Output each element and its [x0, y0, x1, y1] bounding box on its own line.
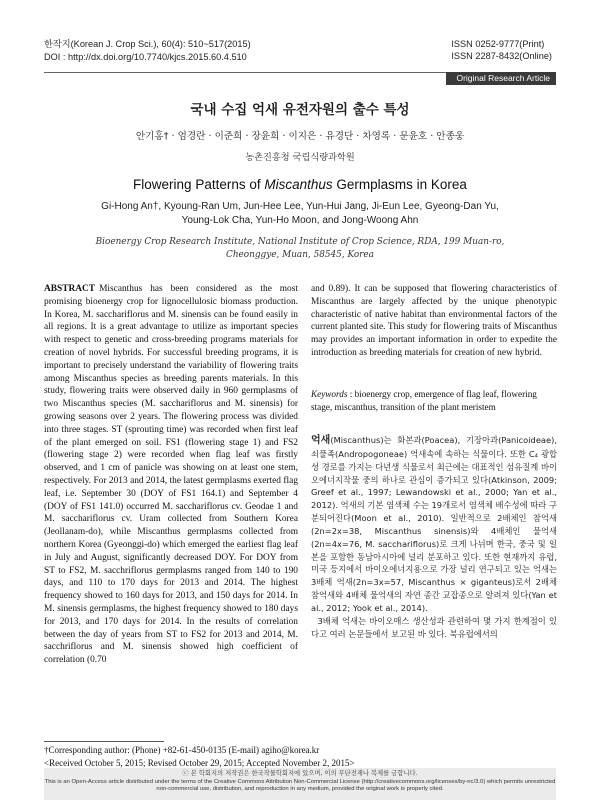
abstract-label: ABSTRACT: [44, 284, 96, 294]
issn-block: [451, 38, 552, 62]
issn-print: ISSN 0252-9777(Print): [451, 39, 545, 49]
english-title-part1: Flowering Patterns of: [133, 177, 265, 192]
license-bar: [44, 768, 556, 800]
english-title-italic: Miscanthus: [264, 177, 333, 192]
license-notice: This is an Open-Access article distributed under the terms of the Creative Commons Attribution Non-Commercial License (http://creativecommons.org/licenses/by-nc/3.0) which permits unrestricted non-commercial use, distribution, and reproduction in any medium, provided the original work is properly cited.: [44, 779, 556, 793]
journal-citation: 한작지(Korean J. Crop Sci.), 60(4): 510~517(2015): [44, 39, 251, 49]
intro-text: (Miscanthus)는 화본과(Poacea), 기장아과(Panicoideae), 쇠풀족(Andropogoneae) 억새속에 속하는 식물이다. 또한 C₄ 광합성 경로를 가지는 다년생 식물로서 최근에는 대표적인 섬유질계 바이오에너지작물 중의 하나로 관심이 증가되고 있다(Atkinson, 2009; Greef et al., 1997; Lewandowski et al., 2000; Yan et al., 2012). 억새의 기본 염색체 수는 19개로서 염색체 배수성에 따라 구분되어진다(Moon et al., 2010). 일반적으로 2배체인 참억새(2n=2x=38, Miscanthus sinensis)와 4배체인 물억새(2n=4x=76, M. sacchariflorus)로 크게 나뉘며 한국, 중국 및 일본을 포함한 동남아시아에 널리 분포하고 있다. 또한 현재까지 유럽, 미국 등지에서 바이오에너지용으로 가장 널리 연구되고 있는 억새는 3배체 억새(2n=3x=57, Miscanthus × giganteus)로서 2배체 참억새와 4배체 물억새의 자연 종간 교잡종으로 알려져 있다(Yan et al., 2012; Yook et al., 2014).: [311, 435, 557, 613]
received-dates: <Received October 5, 2015; Revised October 29, 2015; Accepted November 2, 2015>: [44, 758, 355, 768]
footnote: [44, 744, 564, 770]
copyright-notice: ⓒ 본 학회지의 저작권은 한국작물학회지에 있으며, 이의 무단전재나 복제를 금합니다.: [182, 770, 418, 777]
korean-introduction: [311, 434, 557, 641]
english-authors-line1: Gi-Hong An†, Kyoung-Ran Um, Jun-Hee Lee, Yun-Hui Jang, Ji-Eun Lee, Gyeong-Dan Yu,: [101, 201, 499, 212]
english-affiliation-line2: Cheonggye, Muan, 58545, Korea: [226, 249, 374, 260]
corresponding-author: †Corresponding author: (Phone) +82-61-450-0135 (E-mail) agiho@korea.kr: [44, 745, 320, 755]
intro-text-2: 3배체 억새는 바이오매스 생산성과 관련하여 몇 가지 한계점이 있다고 여러 논문들에서 보고된 바 있다. 북유럽에서의: [311, 615, 557, 639]
keywords-label: Keywords: [311, 389, 348, 399]
keywords-block: [311, 388, 557, 413]
article-type-badge: Original Research Article: [446, 72, 556, 85]
intro-lead-word: 억새: [311, 435, 331, 446]
doi-link[interactable]: DOI : http://dx.doi.org/10.7740/kjcs.2015.60.4.510: [44, 52, 247, 62]
keywords-text: : bioenergy crop, emergence of flag leaf, flowering stage, miscanthus, transition of the plant meristem: [311, 389, 537, 412]
english-authors: [0, 200, 600, 228]
abstract-text: Miscanthus has been considered as the most promising bioenergy crop for lignocellulosic biomass production. In Korea, M. sacchariflorus and M. sinensis can be found easily in all regions. It is a great advantage to utilize as important species with respect to genetic and cross-breeding programs materials for creation of novel hybrids. For successful breeding programs, it is important to precisely understand the variability of flowering traits among Miscanthus species as breeding parents materials. In this study, flowering traits were observed daily in 960 germplasms of two Miscanthus species (M. sacchariflorus and M. sinensis) for growing seasons over 2 years. The flowering process was divided into three stages. ST (sprouting time) was recorded when first leaf of the plant emerged on soil. FS1 (flowering stage 1) and FS2 (flowering stage 2) were recorded when flag leaf was firstly observed, and 1 cm of panicle was showing on at least one stem, respectively. For 2013 and 2014, the latest germplasms exerted flag leaf, i.e. September 30 (DOY of FS1 164.1) and September 4 (DOY of FS1 141.0) occurred M. sacchariflorus cv. Geodae 1 and M. sacchariflorus cv. Uram collected from Southern Korea (Jeollanam-do), while Miscanthus germplasms collected from northern Korea (Gyeonggi-do) which emerged the earliest flag leaf in July and August, significantly decreased DOY. For DOY from ST to FS2, M. sacchriflorus germplasms ranged from 140 to 190 days, and 110 to 170 days for 2013 and 2014. The highest frequency showed to 160 days for 2013, and 150 days for 2014. In M. sinensis germplasms, the highest frequency showed to 180 days for 2013, and 170 days for 2014. In the results of correlation between the day of years from ST to FS2 for 2013 and 2014, M. sacchriflorus and M. sinensis showed high coefficient of correlation (0.70: [44, 284, 298, 666]
korean-authors: 안기홍† · 엄경란 · 이준희 · 장윤희 · 이지은 · 유경단 · 차영록 · 문윤호 · 안종웅: [135, 131, 465, 142]
journal-header: [44, 38, 251, 64]
korean-affiliation: 농촌진흥청 국립식량과학원: [245, 152, 355, 163]
english-title-part2: Germplasms in Korea: [332, 177, 467, 192]
english-affiliation: [0, 236, 600, 261]
abstract-continuation: and 0.89). It can be supposed that flowering characteristics of Miscanthus are largely affected by the unique phenotypic characteristic of native habitat than environmental factors of the current planted site. This study for flowering traits of Miscanthus may provides an important information in order to expedite the introduction as breeding materials for creation of new hybrid.: [311, 284, 557, 358]
korean-title: 국내 수집 억새 유전자원의 출수 특성: [190, 102, 410, 118]
english-authors-line2: Young-Lok Cha, Yun-Ho Moon, and Jong-Woong Ahn: [181, 215, 419, 226]
english-affiliation-line1: Bioenergy Crop Research Institute, National Institute of Crop Science, RDA, 199 Muan-ro,: [95, 237, 505, 247]
footnote-divider: [44, 741, 164, 742]
abstract-column: [44, 283, 298, 667]
english-title: [0, 177, 600, 192]
issn-online: ISSN 2287-8432(Online): [451, 51, 552, 61]
